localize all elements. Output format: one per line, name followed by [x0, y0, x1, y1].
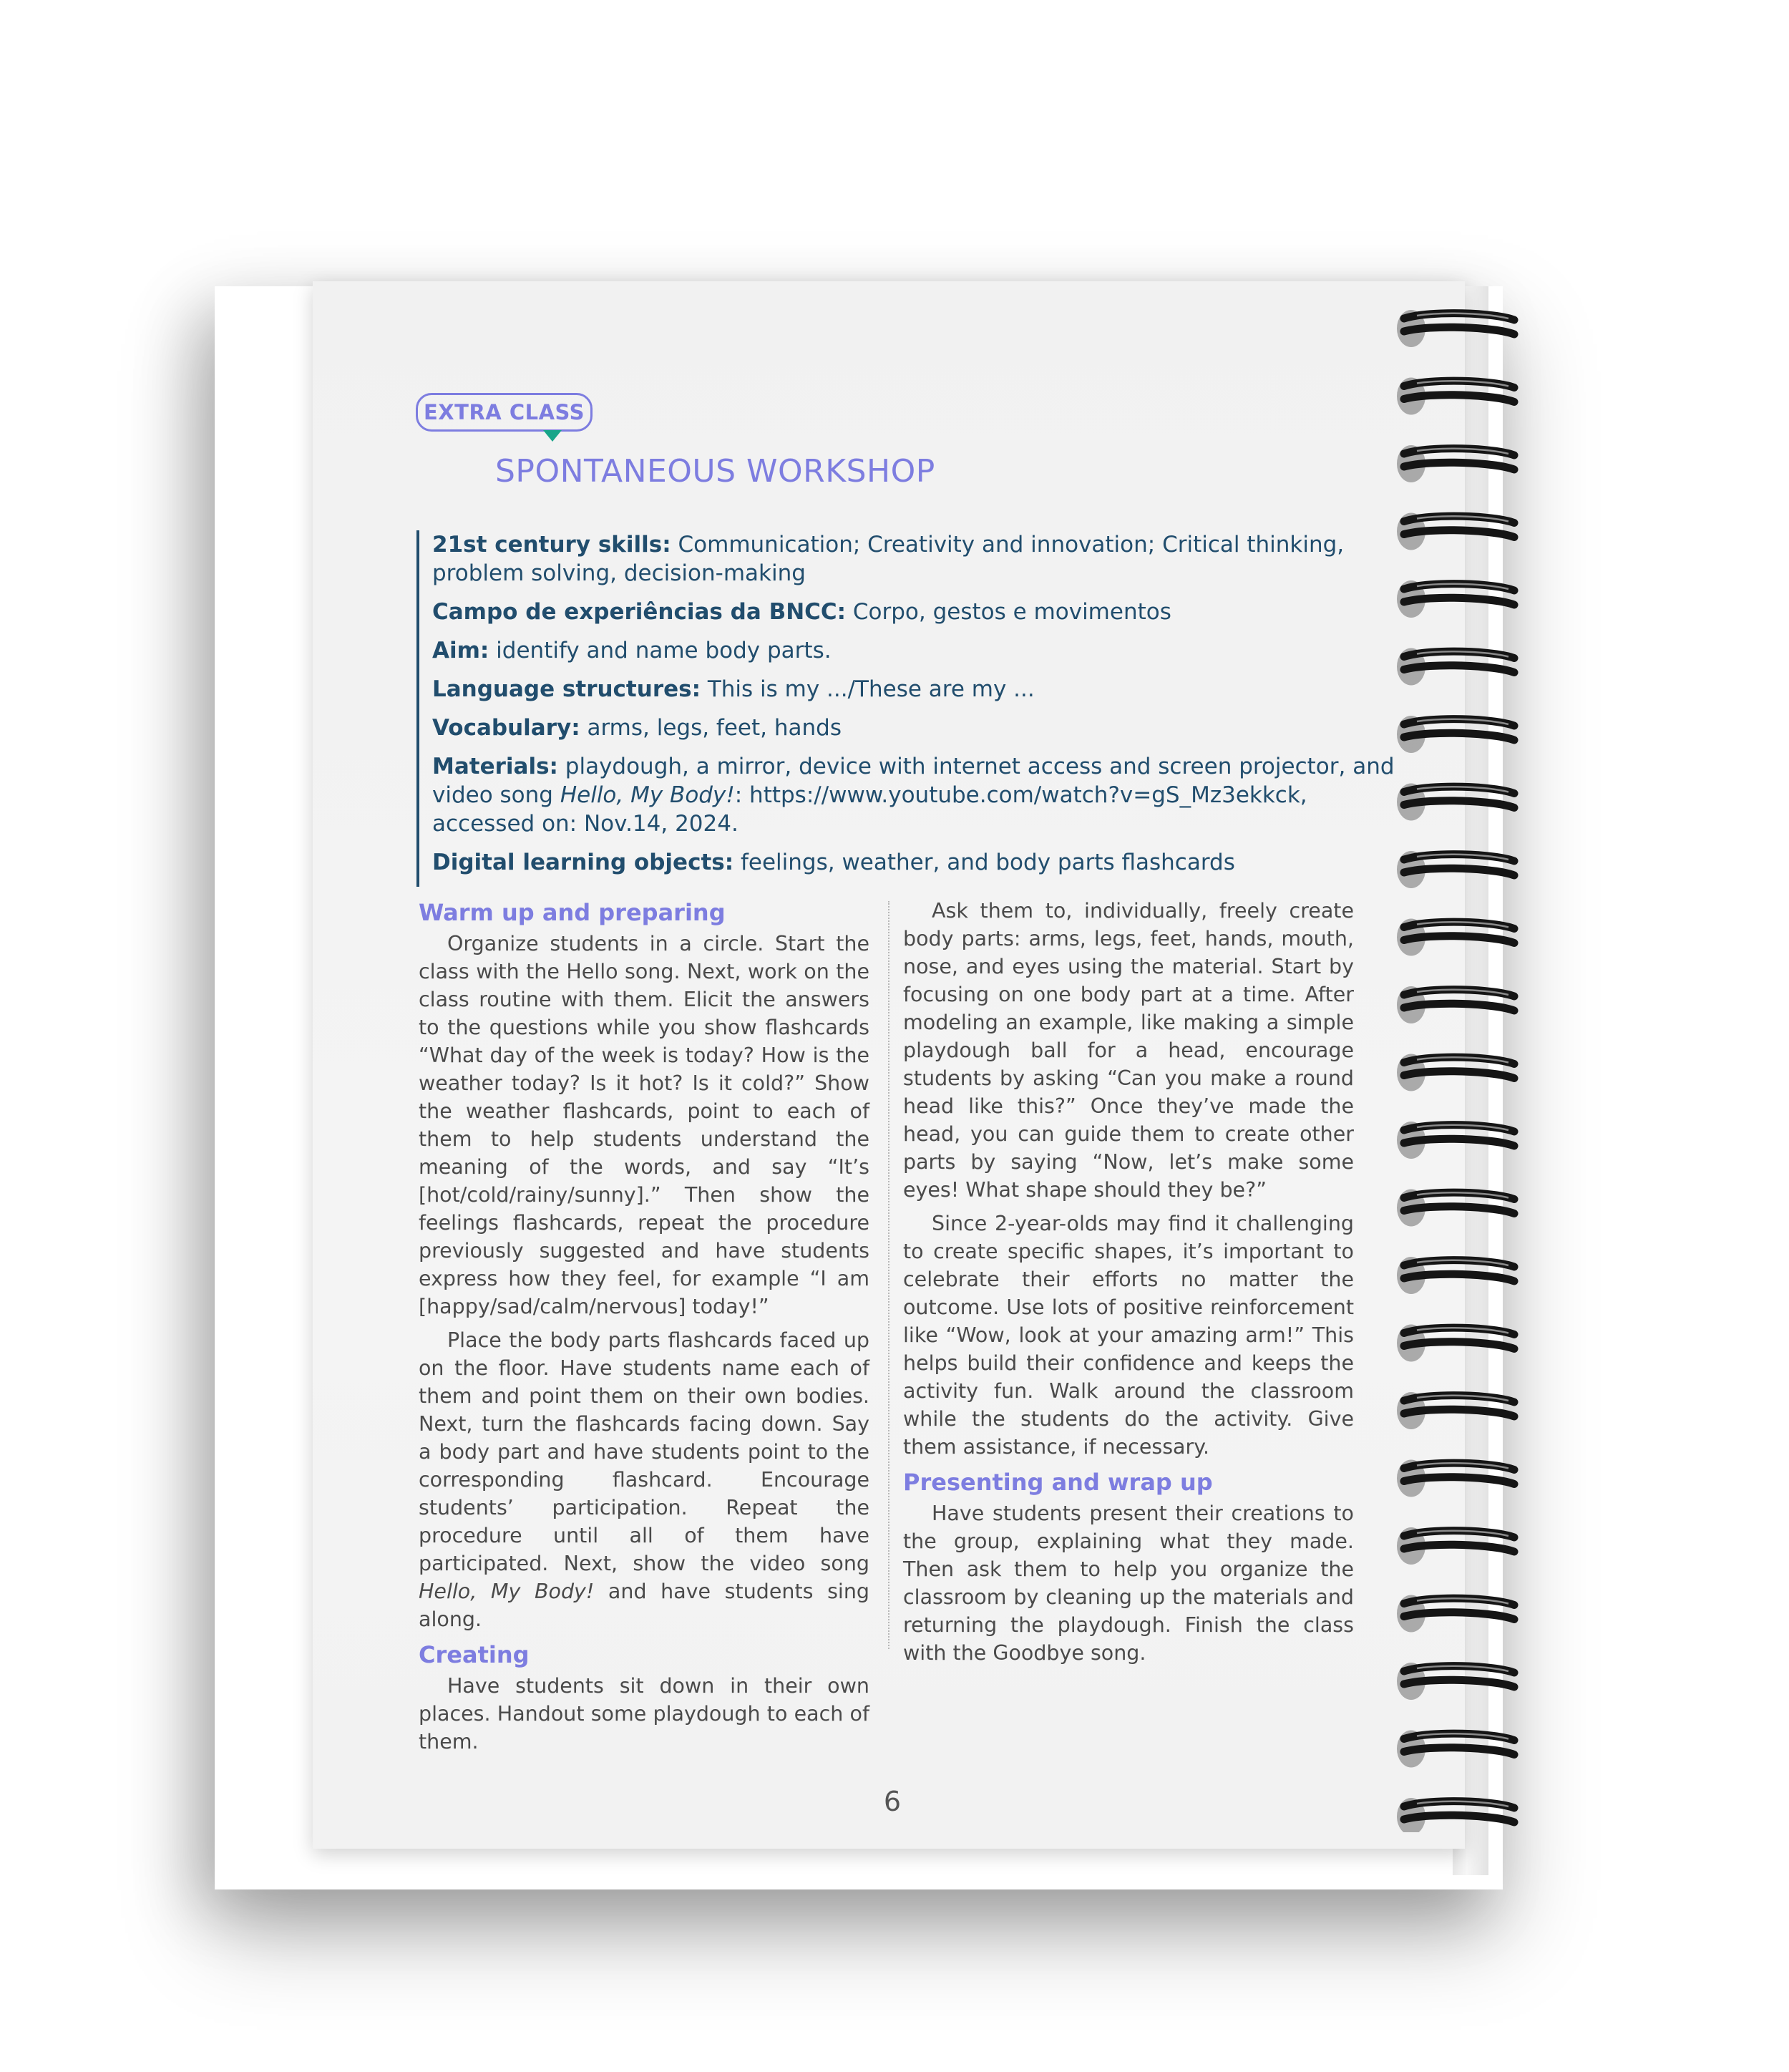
materials-line — [432, 752, 1398, 838]
warm-up-paragraph-1: Organize students in a circle. Start the class with the Hello song. Next, work on the class routine with them. Elicit the answers to the questions while you show flashcards “What day of the week is today? How is the weather today? Is it hot? Is it cold?” Show the weather flashcards, point to each of them to help students understand the meaning of the words, and say “It’s [hot/cold/rainy/sunny].” Then show the feelings flashcards, repeat the procedure previously suggested and have students express how they feel, for example “I am [happy/sad/calm/nervous] today!” — [419, 932, 869, 1318]
spiral-coil — [1397, 1663, 1514, 1700]
spiral-coil — [1397, 1257, 1514, 1294]
aim-text: identify and name body parts. — [489, 638, 832, 663]
language-text: This is my .../These are my ... — [700, 676, 1035, 702]
warm-up-paragraph-2-end: and have students sing along. — [419, 1580, 869, 1631]
page-number: 6 — [883, 1786, 902, 1817]
warm-up-song-title: Hello, My Body! — [419, 1580, 595, 1603]
spiral-coil — [1397, 310, 1514, 347]
materials-text-1: playdough, a mirror, device with internet access and screen projector, and video song — [432, 754, 1395, 808]
language-line — [432, 675, 1398, 704]
column-divider — [888, 901, 889, 1649]
spiral-coil — [1397, 1527, 1514, 1565]
spiral-coil — [1397, 1798, 1514, 1832]
spiral-coil — [1397, 513, 1514, 550]
spiral-coil — [1397, 986, 1514, 1023]
digital-objects-text: feelings, weather, and body parts flashcards — [733, 850, 1235, 875]
vocabulary-text: arms, legs, feet, hands — [580, 715, 842, 741]
spiral-coil — [1397, 1054, 1514, 1091]
skills-line — [432, 530, 1398, 588]
spiral-coil — [1397, 648, 1514, 686]
language-label: Language structures: — [432, 676, 701, 702]
spiral-coil — [1397, 378, 1514, 415]
lesson-info-block — [416, 530, 1398, 887]
spiral-coil — [1397, 580, 1514, 618]
spiral-binding — [1388, 301, 1546, 1832]
spiral-coil — [1397, 1595, 1514, 1633]
creating-paragraph-3: Since 2-year-olds may find it challenging to create specific shapes, it’s important to celebrate their efforts no matter the outcome. Use lots of positive reinforcement like “Wow, look at your amazing arm!” This helps build their confidence and keeps the activity fun. Walk around the classroom while the students do the activity. Give them assistance, if necessary. — [903, 1212, 1354, 1459]
spiral-coil — [1397, 1190, 1514, 1227]
aim-label: Aim: — [432, 638, 489, 663]
aim-line — [432, 636, 1398, 665]
warm-up-heading: Warm up and preparing — [419, 899, 726, 926]
vocabulary-line — [432, 714, 1398, 742]
digital-objects-label: Digital learning objects: — [432, 850, 734, 875]
notebook-page — [313, 281, 1465, 1849]
skills-text: Communication; Creativity and innovation; Critical thinking, problem solving, decision-making — [432, 532, 1345, 586]
spiral-coil — [1397, 445, 1514, 482]
right-column — [903, 897, 1354, 1673]
badge-arrow-icon — [543, 430, 562, 442]
warm-up-paragraph-2 — [419, 1326, 869, 1633]
bncc-text: Corpo, gestos e movimentos — [846, 599, 1171, 625]
spiral-coil — [1397, 1392, 1514, 1429]
spiral-coil — [1397, 1325, 1514, 1362]
skills-label: 21st century skills: — [432, 532, 671, 558]
warm-up-paragraph-2-text: Place the body parts flashcards faced up on the floor. Have students name each of them and point them on their own bodies. Next, turn the flashcards facing down. Say a body part and have students point to the corresponding flashcard. Encourage students’ participation. Repeat the procedure until all of them have participated. Next, show the video song — [419, 1328, 869, 1575]
page-title: SPONTANEOUS WORKSHOP — [495, 453, 935, 490]
bncc-label: Campo de experiências da BNCC: — [432, 599, 847, 625]
spiral-coil — [1397, 1122, 1514, 1159]
creating-heading: Creating — [419, 1641, 530, 1668]
spiral-coil — [1397, 851, 1514, 888]
extra-class-badge: EXTRA CLASS — [416, 393, 593, 432]
presenting-paragraph: Have students present their creations to the group, explaining what they made. Then ask them to help you organize the classroom by cleaning up the materials and returning the playdough. Finish the class with the Goodbye song. — [903, 1502, 1354, 1665]
creating-paragraph-2: Ask them to, individually, freely create body parts: arms, legs, feet, hands, mouth, nose, and eyes using the material. Start by focusing on one body part at a time. After modeling an example, like making a simple playdough ball for a head, encourage students by asking “Can you make a round head like this?” Once they’ve made the head, you can guide them to create other parts by saying “Now, let’s make some eyes! What shape should they be?” — [903, 899, 1354, 1202]
spiral-coil — [1397, 919, 1514, 956]
materials-song-title: Hello, My Body! — [560, 782, 735, 808]
materials-text-2: : https://www.youtube.com/watch?v=gS_Mz3ekkck, accessed on: Nov.14, 2024. — [432, 782, 1307, 837]
spiral-coil — [1397, 716, 1514, 753]
vocabulary-label: Vocabulary: — [432, 715, 580, 741]
creating-paragraph-1: Have students sit down in their own places. Handout some playdough to each of them. — [419, 1674, 869, 1754]
spiral-coil — [1397, 1460, 1514, 1497]
digital-objects-line — [432, 848, 1398, 877]
presenting-heading: Presenting and wrap up — [903, 1469, 1213, 1496]
spiral-coil — [1397, 1731, 1514, 1768]
spiral-coil — [1397, 784, 1514, 821]
left-column — [419, 897, 869, 1761]
bncc-line — [432, 598, 1398, 626]
materials-label: Materials: — [432, 754, 558, 779]
